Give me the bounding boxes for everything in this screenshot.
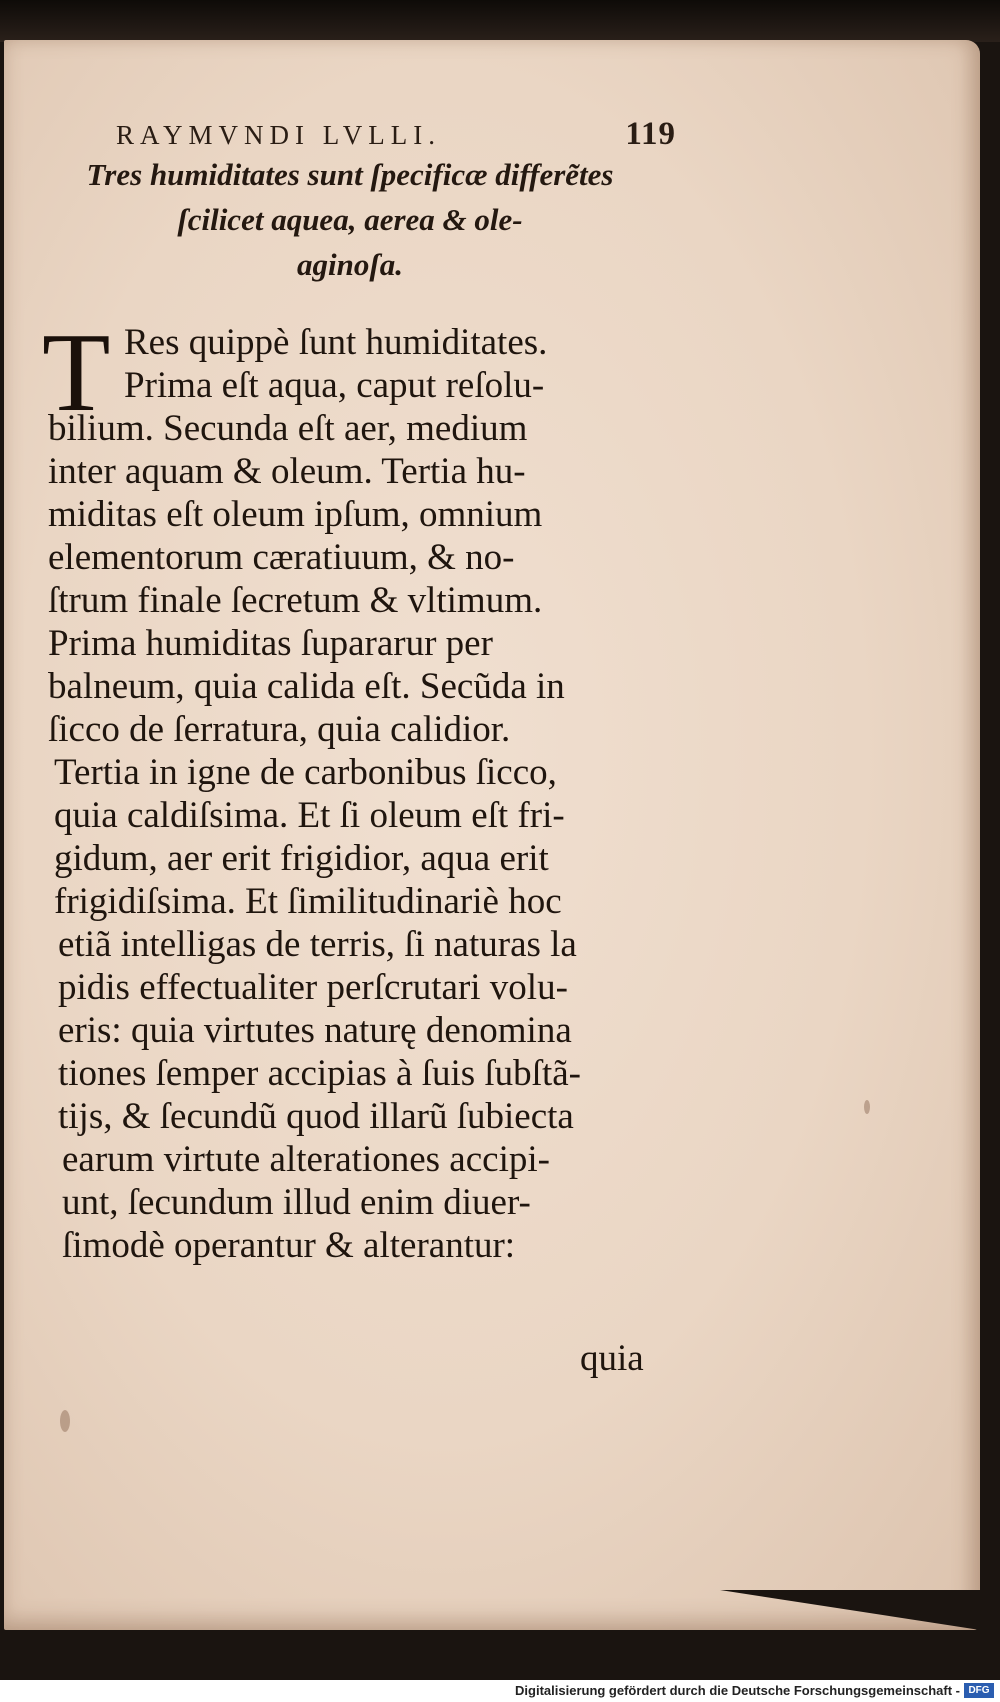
page-number: 119: [625, 116, 676, 152]
text-line: ſicco de ſerratura, quia calidior.: [48, 709, 511, 750]
text-line: Tertia in igne de carbonibus ſicco,: [54, 752, 557, 793]
torn-page-corner: [720, 1590, 980, 1630]
text-line: balneum, quia calida eſt. Secũda in: [48, 666, 565, 707]
text-line: earum virtute alterationes accipi-: [62, 1139, 550, 1180]
text-line: frigidiſsima. Et ſimilitudinariè hoc: [54, 881, 562, 922]
funding-credit: Digitalisierung gefördert durch die Deutsche Forschungsgemeinschaft -: [515, 1683, 960, 1698]
drop-cap-initial: T: [42, 311, 111, 435]
text-line: quia caldiſsima. Et ſi oleum eſt fri-: [54, 795, 565, 836]
text-line: ſtrum finale ſecretum & vltimum.: [48, 580, 543, 621]
text-line: unt, ſecundum illud enim diuer-: [62, 1182, 531, 1223]
ink-smudge: [864, 1100, 870, 1114]
text-line: eris: quia virtutes naturę denomina: [58, 1010, 572, 1051]
text-line: tiones ſemper accipias à ſuis ſubſtã-: [58, 1053, 581, 1094]
chapter-heading: [40, 152, 660, 287]
heading-line: Tres humiditates sunt ſpecificæ differẽtes: [86, 157, 614, 192]
text-line: etiã intelligas de terris, ſi naturas la: [58, 924, 577, 965]
digitization-footer: [0, 1680, 1000, 1702]
text-line: gidum, aer erit frigidior, aqua erit: [54, 838, 549, 879]
heading-line: aginoſa.: [297, 247, 403, 282]
scan-background-top: [0, 0, 1000, 42]
text-line: bilium. Secunda eſt aer, medium: [48, 408, 528, 449]
text-line: tijs, & ſecundũ quod illarũ ſubiecta: [58, 1096, 574, 1137]
text-line: Prima humiditas ſupararur per: [48, 623, 493, 664]
text-line: ſimodè operantur & alterantur:: [62, 1225, 516, 1266]
dfg-logo-icon: DFG: [964, 1683, 994, 1698]
text-line: miditas eſt oleum ipſum, omnium: [48, 494, 543, 535]
catchword: quia: [580, 1338, 644, 1379]
ink-smudge: [60, 1410, 70, 1432]
running-head: [116, 116, 676, 156]
heading-line: ſcilicet aquea, aerea & ole-: [177, 202, 523, 237]
text-line: Res quippè ſunt humiditates.: [124, 322, 548, 363]
running-title: RAYMVNDI LVLLI.: [116, 120, 442, 150]
text-line: inter aquam & oleum. Tertia hu-: [48, 451, 526, 492]
text-line: pidis effectualiter perſcrutari volu-: [58, 967, 568, 1008]
text-line: Prima eſt aqua, caput reſolu-: [124, 365, 545, 406]
text-line: elementorum cæratiuum, & no-: [48, 537, 515, 578]
